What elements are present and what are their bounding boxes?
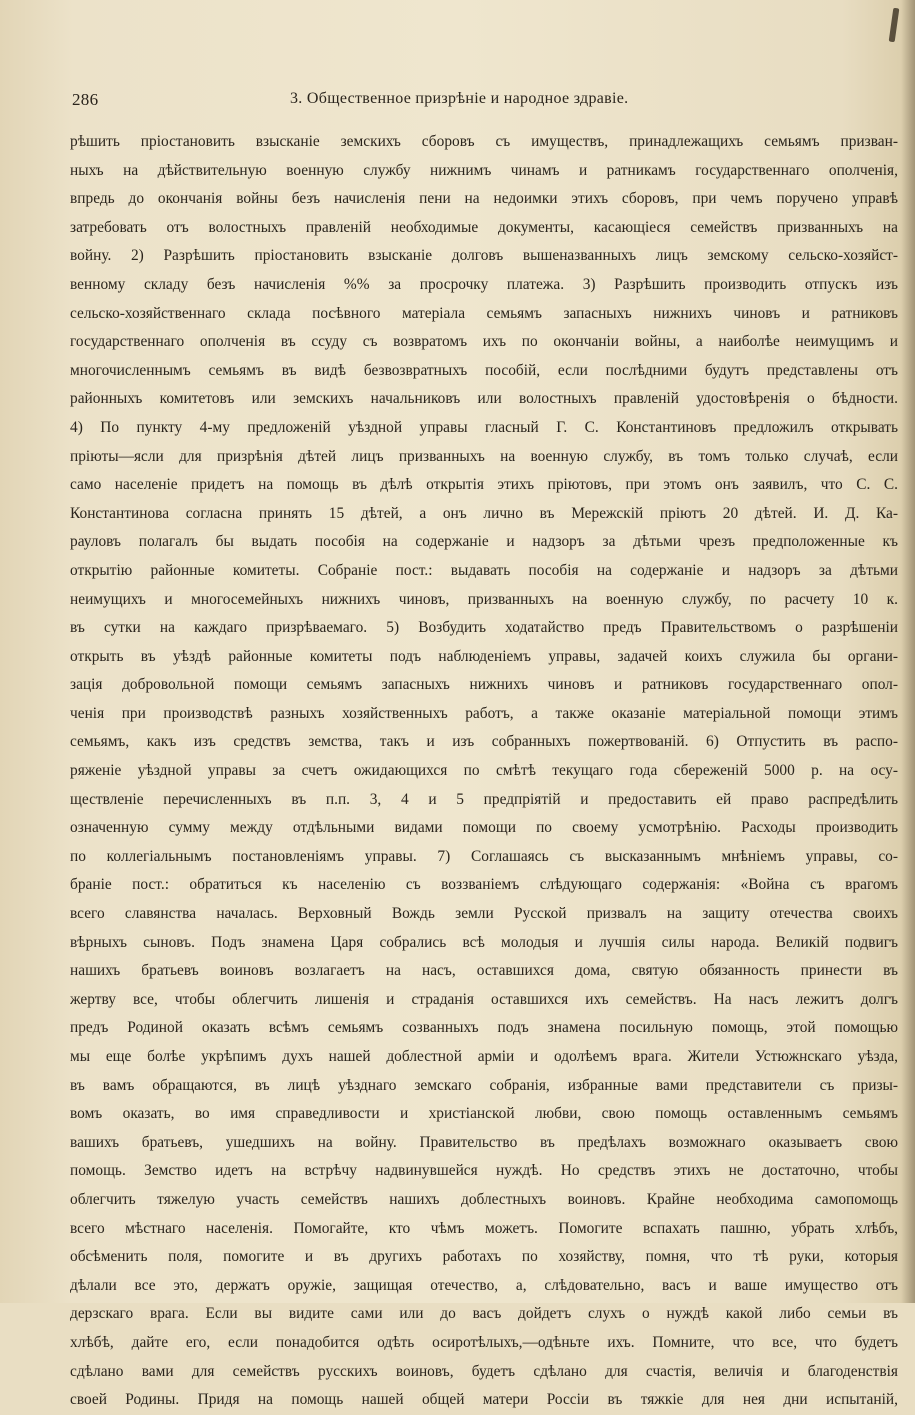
- text-line: помощь. Земство идетъ на встрѣчу надвинувшейся нуждѣ. Но средствъ этихъ не достаточно, чтобы: [70, 1162, 898, 1180]
- text-line: неимущихъ и многосемейныхъ нижнихъ чиновъ, призванныхъ на военную службу, по расчету 10 к.: [70, 590, 898, 608]
- text-line: своей Родины. Придя на помощь нашей общей матери Россіи въ тяжкіе для нея дни испытаній,: [70, 1391, 898, 1409]
- text-line: сдѣлано вами для семействъ русскихъ воиновъ, будетъ сдѣлано для счастія, величія и благоденствія: [70, 1362, 898, 1380]
- corner-ink-mark: [889, 8, 900, 43]
- text-line: вашихъ братьевъ, ушедшихъ на войну. Правительство въ предѣлахъ возможнаго оказываетъ свою: [70, 1133, 898, 1151]
- text-line: само населеніе придетъ на помощь въ дѣлѣ открытія этихъ пріютовъ, при этомъ онъ заявилъ, что С. С.: [70, 476, 898, 494]
- text-line: рѣшить пріостановить взысканіе земскихъ сборовъ съ имуществъ, принадлежащихъ семьямъ призван-: [70, 133, 898, 150]
- text-line: по коллегіальнымъ постановленіямъ управы. 7) Соглашаясь съ высказаннымъ мнѣніемъ управы, со-: [70, 847, 898, 865]
- text-line: семьямъ, какъ изъ средствъ земства, такъ и изъ собранныхъ пожертвованій. 6) Отпустить въ распо-: [70, 733, 898, 751]
- text-line: открыть въ уѣздѣ районные комитеты подъ наблюденіемъ управы, задачей коихъ служила бы органи-: [70, 647, 898, 665]
- text-line: ныхъ на дѣйствительную военную службу нижнимъ чинамъ и ратникамъ государственнаго ополченія,: [70, 161, 898, 179]
- page-number: 286: [72, 90, 99, 109]
- text-line: облегчить тяжелую участь семействъ нашихъ доблестныхъ воиновъ. Крайне необходима самопомощь: [70, 1190, 898, 1208]
- text-line: мы еще болѣе укрѣпимъ духъ нашей доблестной арміи и одолѣемъ врага. Жители Устюжнскаго уѣзда,: [70, 1048, 898, 1065]
- page-edge-shadow: [901, 0, 915, 1303]
- text-line: въ вамъ обращаются, въ лицѣ уѣзднаго земскаго собранія, избранные вами представители съ призы-: [70, 1076, 898, 1094]
- body-text: [70, 128, 898, 1415]
- text-line: зація добровольной помощи семьямъ запасныхъ нижнихъ чиновъ и ратниковъ государственнаго опол-: [70, 676, 898, 694]
- page-header: [72, 90, 872, 116]
- text-line: ряженіе уѣздной управы за счетъ ожидающихся по смѣтѣ текущаго года сбереженій 5000 р. на осу-: [70, 762, 898, 780]
- text-line: браніе пост.: обратиться къ населенію съ воззваніемъ слѣдующаго содержанія: «Война съ врагомъ: [70, 876, 898, 894]
- text-line: всего славянства началась. Верховный Вождь земли Русской призвалъ на защиту отечества своихъ: [70, 905, 898, 923]
- text-line: венному складу безъ начисленія %% за просрочку платежа. 3) Разрѣшить производить отпускъ изъ: [70, 275, 898, 293]
- text-line: войну. 2) Разрѣшить пріостановить взысканіе долговъ вышеназванныхъ лицъ земскому сельско-хозяйст-: [70, 247, 898, 265]
- text-line: жертву все, чтобы облегчить лишенія и страданія оставшихся ихъ семействъ. На насъ лежитъ долгъ: [70, 990, 898, 1008]
- text-line: ченія при производствѣ разныхъ хозяйственныхъ работъ, а также оказаніе матеріальной помощи этимъ: [70, 704, 898, 722]
- text-line: 4) По пункту 4-му предложеній уѣздной управы гласный Г. С. Константиновъ предложилъ открывать: [70, 418, 898, 436]
- text-line: вомъ оказать, во имя справедливости и христіанской любви, свою помощь оставленнымъ семьямъ: [70, 1105, 898, 1123]
- running-title: 3. Общественное призрѣніе и народное здравіе.: [290, 90, 629, 107]
- text-line: означенную сумму между отдѣльными видами помощи по своему усмотрѣнію. Расходы производить: [70, 819, 898, 837]
- text-line: хлѣбѣ, дайте его, если понадобится одѣть осиротѣлыхъ,—одѣньте ихъ. Помните, что все, что будетъ: [70, 1333, 898, 1351]
- text-line: вѣрныхъ сыновъ. Подъ знамена Царя собрались всѣ молодыя и лучшія силы народа. Великій подвигъ: [70, 933, 898, 951]
- text-line: затребовать отъ волостныхъ правленій необходимые документы, касающіеся семействъ призванныхъ на: [70, 218, 898, 236]
- text-line: дѣлали все это, держатъ оружіе, защищая отечество, а, слѣдовательно, васъ и ваше имущество отъ: [70, 1276, 898, 1294]
- text-line: предъ Родиной оказать всѣмъ семьямъ созванныхъ подъ знамена посильную помощь, этой помощью: [70, 1019, 898, 1037]
- text-line: сельско-хозяйственнаго склада посѣвного матеріала семьямъ запасныхъ нижнихъ чиновъ и ратниковъ: [70, 304, 898, 322]
- text-line: въ сутки на каждаго призрѣваемаго. 5) Возбудить ходатайство предъ Правительствомъ о разрѣшеніи: [70, 619, 898, 637]
- text-line: открытію районные комитеты. Собраніе пост.: выдавать пособія на содержаніе и надзоръ за дѣтьми: [70, 561, 898, 579]
- text-line: пріюты—ясли для призрѣнія дѣтей лицъ призванныхъ на военную службу, въ томъ только случаѣ, если: [70, 447, 898, 465]
- text-line: впредь до окончанія войны безъ начисленія пени на недоимки этихъ сборовъ, при чемъ поручено управѣ: [70, 190, 898, 208]
- text-line: обсѣменить поля, помогите и въ другихъ работахъ по хозяйству, помня, что тѣ руки, которыя: [70, 1248, 898, 1266]
- text-line: многочисленнымъ семьямъ въ видѣ безвозвратныхъ пособій, если послѣдними будутъ представлены отъ: [70, 361, 898, 379]
- text-line: Константинова согласна принять 15 дѣтей, а онъ лично въ Мережскій пріютъ 20 дѣтей. И. Д. Ка-: [70, 504, 898, 522]
- text-line: дерзскаго врага. Если вы видите сами или до васъ дойдетъ слухъ о нуждѣ какой либо семьи въ: [70, 1305, 898, 1323]
- text-line: районныхъ комитетовъ или земскихъ начальниковъ или волостныхъ правленій удостовѣренія о бѣдности.: [70, 390, 898, 408]
- text-line: государственнаго ополченія въ ссуду съ возвратомъ ихъ по окончаніи войны, а наиболѣе неимущимъ и: [70, 333, 898, 351]
- text-line: всего мѣстнаго населенія. Помогайте, кто чѣмъ можетъ. Помогите вспахать пашню, убрать хлѣбъ,: [70, 1219, 898, 1237]
- text-line: ществленіе перечисленныхъ въ п.п. 3, 4 и 5 предпріятій и предоставить ей право распредѣлить: [70, 790, 898, 808]
- text-line: рауловъ полагалъ бы выдать пособія на содержаніе и надзоръ за дѣтьми чрезъ предположенные къ: [70, 533, 898, 551]
- text-line: нашихъ братьевъ воиновъ возлагаетъ на насъ, оставшихся дома, святую обязанность принести въ: [70, 962, 898, 980]
